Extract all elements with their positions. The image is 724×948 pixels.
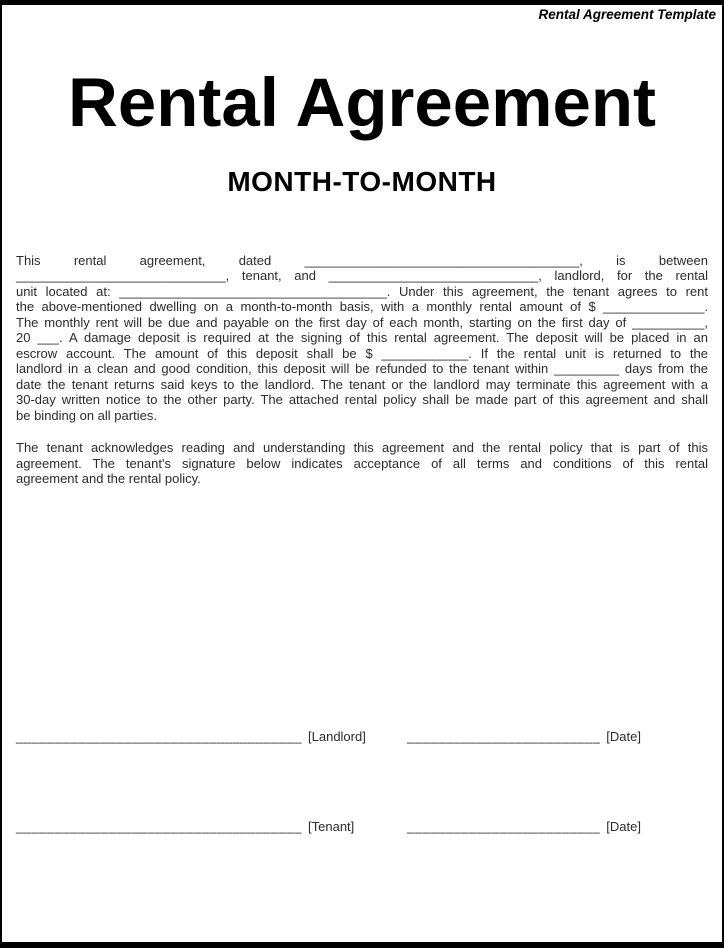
paragraph-line: the above-mentioned dwelling on a month-to-month basis, with a monthly rental amount of $ ______________. (16, 299, 708, 315)
paragraph-line: unit located at: _____________________________________. Under this agreement, the tenant agrees to rent (16, 283, 708, 299)
paragraph-line: agreement. The tenant's signature below indicates acceptance of all terms and conditions of this rental (16, 455, 708, 471)
agreement-paragraph-terms (16, 253, 708, 424)
tenant-signature-row (16, 817, 708, 837)
landlord-signature-field (16, 727, 407, 747)
paragraph-line: date the tenant returns said keys to the landlord. The tenant or the landlord may terminate this agreement with a (16, 376, 708, 392)
paragraph-line: 30-day written notice to the other party. The attached rental policy shall be made part of this agreement and shall (16, 392, 708, 408)
landlord-signature-label: [Landlord] (308, 728, 366, 744)
page-subtitle: MONTH-TO-MONTH (227, 166, 497, 197)
paragraph-line: _____________________________, tenant, and _____________________________, landlord, for the rental (16, 268, 708, 284)
signature-section (16, 727, 708, 837)
paragraph-line: The tenant acknowledges reading and understanding this agreement and the rental policy that is part of this (16, 440, 708, 456)
tenant-date-field (407, 817, 641, 837)
paragraph-line: This rental agreement, dated ______________________________________, is between (16, 252, 708, 268)
landlord-date-field (407, 727, 641, 747)
landlord-signature-row (16, 727, 708, 747)
paragraph-line: be binding on all parties. (16, 407, 157, 423)
landlord-date-label: [Date] (606, 728, 641, 744)
paragraph-line: The monthly rent will be due and payable on the first day of each month, starting on the first day of __________, (16, 314, 708, 330)
tenant-signature-label: [Tenant] (308, 818, 355, 834)
agreement-paragraph-acknowledgement (16, 440, 708, 487)
document-header-label: Rental Agreement Template (538, 7, 716, 22)
paragraph-line: landlord in a clean and good condition, this deposit will be refunded to the tenant within _________ days from the (16, 361, 708, 377)
paragraph-line: agreement and the rental policy. (16, 471, 201, 487)
tenant-signature-field (16, 817, 407, 837)
tenant-signature-blank: _____________________________________ (16, 818, 303, 834)
paragraph-line: 20 ___. A damage deposit is required at the signing of this rental agreement. The deposit will be placed in an (16, 330, 708, 346)
tenant-date-label: [Date] (606, 818, 641, 834)
tenant-date-blank: _________________________ (407, 818, 601, 834)
landlord-signature-blank: _____________________________________ (16, 728, 303, 744)
landlord-date-blank: _________________________ (407, 728, 601, 744)
page-title: Rental Agreement (68, 64, 656, 141)
paragraph-line: escrow account. The amount of this deposit shall be $ ____________. If the rental unit is returned to the (16, 345, 708, 361)
